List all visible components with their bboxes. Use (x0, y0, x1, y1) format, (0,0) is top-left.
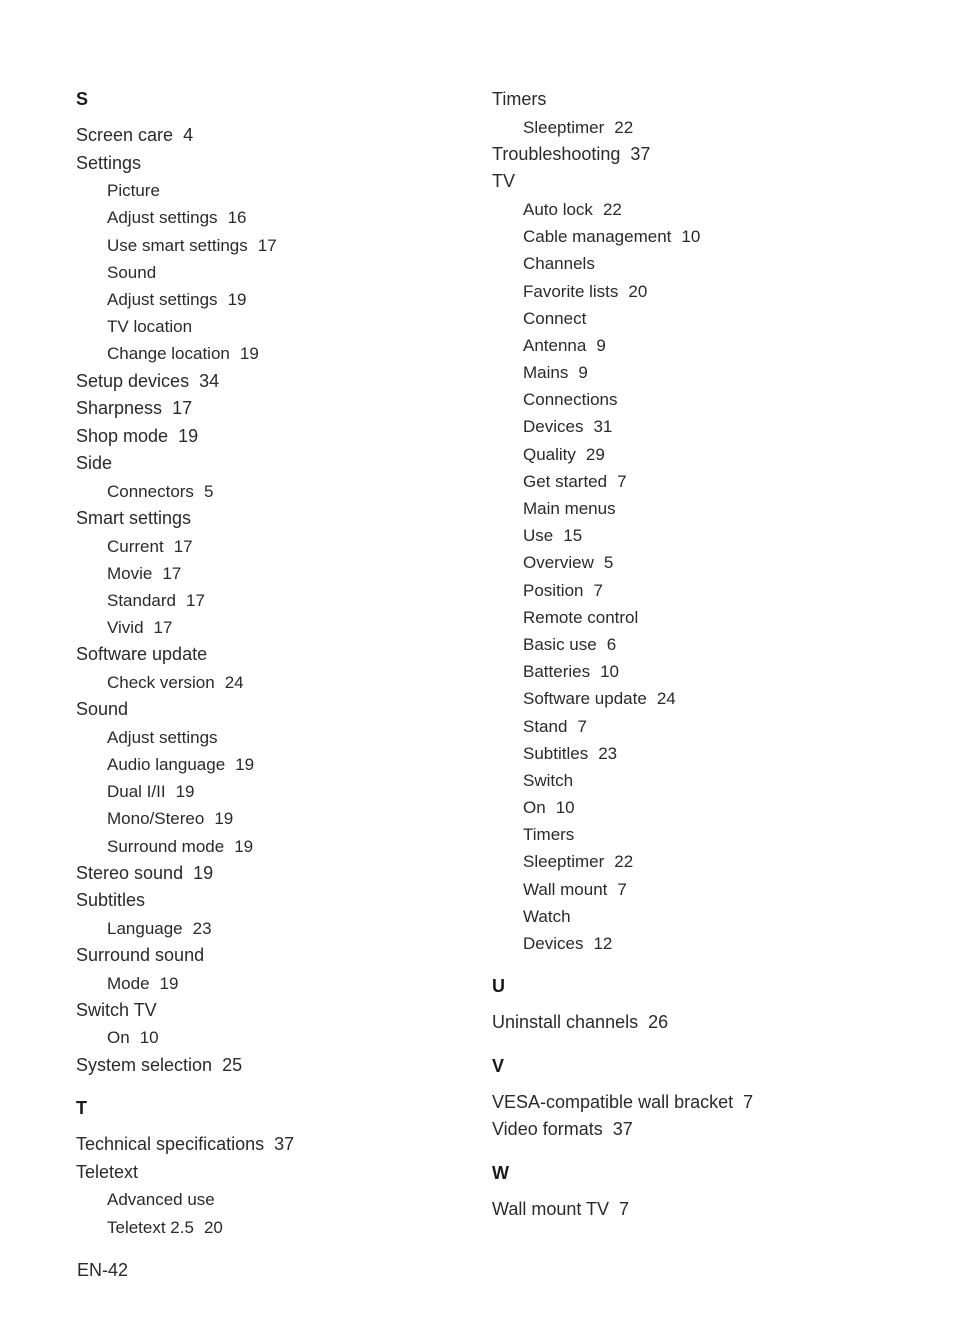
index-subentry (492, 876, 932, 903)
index-subentry (76, 560, 476, 587)
index-subentry (492, 631, 932, 658)
index-page-number: 4 (183, 125, 194, 145)
index-subentry (76, 915, 476, 942)
index-subentry (76, 259, 476, 286)
index-term: Stand (523, 716, 568, 736)
index-term: Movie (107, 563, 153, 583)
index-entry (76, 1131, 476, 1159)
index-term: Sleeptimer (523, 117, 605, 137)
index-term: Side (76, 453, 113, 474)
index-term: System selection (76, 1054, 213, 1075)
index-page-number: 9 (578, 363, 588, 383)
index-entry (76, 887, 476, 915)
index-page-number: 37 (274, 1134, 295, 1155)
index-entry (76, 505, 476, 533)
index-subentry (492, 821, 932, 848)
index-term: TV location (107, 317, 193, 337)
index-entry (492, 1009, 932, 1037)
index-page-number: 17 (153, 618, 173, 638)
index-page-number: 19 (193, 862, 214, 883)
index-subentry (492, 359, 932, 386)
index-term: Remote control (523, 607, 639, 627)
index-page-number: 17 (162, 563, 182, 583)
index-subentry (492, 468, 932, 495)
index-page-number: 7 (577, 716, 587, 736)
index-entry (76, 122, 476, 150)
index-term: Shop mode (76, 425, 169, 446)
index-subentry (492, 196, 932, 223)
index-page-number: 22 (614, 852, 634, 872)
index-subentry (76, 1186, 476, 1213)
index-term: Advanced use (107, 1190, 215, 1210)
index-subentry (492, 305, 932, 332)
index-page-number: 23 (192, 918, 212, 938)
index-entry (76, 641, 476, 669)
index-term: Current (107, 536, 164, 556)
index-page-number: 37 (612, 1119, 633, 1140)
index-page-number: 17 (172, 398, 193, 419)
index-subentry (492, 250, 932, 277)
index-letter-heading: W (492, 1163, 509, 1183)
index-term: Standard (107, 591, 176, 611)
index-term: Vivid (107, 618, 144, 638)
index-page-number: 26 (648, 1012, 669, 1033)
index-subentry (76, 340, 476, 367)
index-page-number: 17 (257, 235, 277, 255)
index-page-number: 24 (656, 689, 676, 709)
index-page-number: 19 (159, 973, 179, 993)
index-page-number: 10 (555, 798, 575, 818)
section-gap (492, 1037, 932, 1053)
index-page-number: 24 (224, 673, 244, 692)
index-term: Adjust settings (107, 289, 218, 309)
index-term: Wall mount TV (492, 1199, 610, 1219)
index-page-number: 10 (600, 662, 620, 682)
section-gap (492, 1144, 932, 1160)
index-page-number: 15 (563, 526, 583, 546)
index-term: Cable management (523, 227, 672, 247)
index-term: On (523, 798, 546, 818)
index-term: Subtitles (76, 890, 146, 911)
index-page-number: 22 (614, 117, 634, 137)
section-gap (492, 957, 932, 973)
index-subentry (492, 685, 932, 712)
index-term: Mains (523, 363, 569, 383)
index-term: Switch (523, 770, 574, 790)
index-letter-heading: S (76, 89, 89, 109)
index-subentry (492, 604, 932, 631)
index-term: Timers (523, 825, 575, 845)
section-gap (76, 1079, 476, 1095)
index-term: On (107, 1028, 130, 1048)
index-page-number: 19 (239, 344, 259, 364)
index-term: Video formats (492, 1119, 603, 1140)
index-page-number: 7 (743, 1091, 754, 1112)
index-page-number: 7 (617, 879, 627, 899)
index-page-number: 20 (628, 281, 648, 301)
index-subentry (76, 669, 476, 696)
index-page-number: 25 (222, 1054, 243, 1075)
index-subentry (492, 278, 932, 305)
index-term: Audio language (107, 754, 226, 774)
index-page-number: 16 (227, 208, 247, 228)
index-subentry (492, 903, 932, 930)
index-term: Connections (523, 390, 618, 410)
index-page-number: 7 (617, 471, 627, 491)
index-term: Use (523, 526, 554, 546)
index-entry (76, 860, 476, 888)
index-subentry (492, 441, 932, 468)
index-page-number: 5 (203, 481, 214, 501)
index-page-number: 10 (681, 227, 701, 247)
index-column-right (492, 86, 932, 1224)
index-term: Change location (107, 344, 230, 364)
index-subentry (492, 930, 932, 957)
index-page-number: 10 (139, 1028, 159, 1048)
index-term: Main menus (523, 499, 616, 519)
index-term: Position (523, 580, 584, 600)
index-term: Screen care (76, 125, 174, 145)
index-subentry (76, 177, 476, 204)
index-subentry (76, 970, 476, 997)
index-subentry (76, 204, 476, 231)
index-entry (76, 423, 476, 451)
index-page-number: 17 (173, 536, 193, 556)
index-page-number: 19 (175, 782, 195, 802)
index-term: Connectors (107, 481, 194, 501)
index-subentry (492, 848, 932, 875)
index-letter-heading: U (492, 976, 505, 997)
index-subentry (492, 522, 932, 549)
index-page-number: 37 (630, 143, 651, 164)
index-term: Connect (523, 308, 587, 328)
index-term: Sharpness (76, 398, 163, 419)
index-subentry (492, 223, 932, 250)
index-entry (76, 1159, 476, 1187)
index-term: Mono/Stereo (107, 809, 205, 829)
index-term: Surround mode (107, 836, 225, 856)
index-page-number: 19 (227, 289, 247, 309)
index-subentry (76, 478, 476, 505)
index-term: Get started (523, 471, 608, 491)
index-term: Troubleshooting (492, 143, 621, 164)
index-term: Batteries (523, 662, 591, 682)
index-page-number: 17 (186, 591, 205, 611)
index-entry (492, 1196, 932, 1224)
index-page-number: 7 (619, 1199, 630, 1219)
index-term: Software update (523, 689, 647, 709)
index-term: Use smart settings (107, 235, 248, 255)
index-page-number: 6 (606, 634, 617, 654)
index-page-number: 19 (178, 425, 199, 446)
index-page-number: 29 (585, 444, 605, 464)
index-subentry (492, 767, 932, 794)
index-subentry (76, 587, 476, 614)
index-entry (76, 696, 476, 724)
index-letter-heading: T (76, 1098, 87, 1119)
index-term: Antenna (523, 335, 587, 355)
index-entry (492, 168, 932, 196)
page-number: EN-42 (77, 1260, 129, 1280)
index-term: Language (107, 918, 183, 938)
index-letter-heading: V (492, 1055, 505, 1076)
index-subentry (492, 658, 932, 685)
index-page-number: 19 (214, 809, 234, 829)
index-subentry (76, 1024, 476, 1051)
index-entry (76, 1052, 476, 1080)
index-term: Watch (523, 906, 571, 926)
index-subentry (76, 614, 476, 641)
index-entry (492, 141, 932, 169)
index-subentry (76, 724, 476, 751)
index-entry (76, 368, 476, 396)
index-term: Setup devices (76, 370, 190, 391)
index-page-number: 12 (593, 934, 613, 954)
index-subentry (76, 313, 476, 340)
index-subentry (492, 386, 932, 413)
index-subentry (492, 495, 932, 522)
index-page-number: 7 (593, 580, 603, 600)
index-page-number: 20 (203, 1217, 223, 1237)
index-term: Dual I/II (107, 782, 166, 802)
index-term: Check version (107, 673, 215, 692)
index-term: Teletext (76, 1161, 139, 1182)
index-term: Sleeptimer (523, 852, 605, 872)
index-subentry (76, 833, 476, 860)
index-term: Devices (523, 934, 584, 954)
index-subentry (76, 286, 476, 313)
index-term: Wall mount (523, 879, 608, 899)
index-entry (492, 1116, 932, 1144)
index-term: TV (492, 171, 516, 192)
index-subentry (76, 778, 476, 805)
index-term: Switch TV (76, 999, 157, 1020)
index-term: Devices (523, 417, 584, 437)
index-term: Stereo sound (76, 862, 184, 883)
index-entry (76, 942, 476, 970)
index-term: Teletext 2.5 (107, 1217, 194, 1237)
index-entry (76, 150, 476, 178)
index-term: Favorite lists (523, 281, 619, 301)
index-subentry (492, 740, 932, 767)
index-entry (492, 1089, 932, 1117)
index-term: Sound (107, 262, 157, 282)
index-page-number: 5 (603, 553, 614, 573)
index-term: Uninstall channels (492, 1012, 639, 1033)
index-subentry (492, 549, 932, 576)
index-page-number: 31 (593, 417, 613, 437)
index-term: Picture (107, 181, 160, 201)
index-subentry (76, 1214, 476, 1241)
index-term: Sound (76, 699, 129, 720)
index-subentry (76, 533, 476, 560)
index-subentry (492, 114, 932, 141)
index-subentry (492, 794, 932, 821)
index-subentry (76, 805, 476, 832)
index-page-number: 22 (602, 199, 622, 219)
index-subentry (76, 751, 476, 778)
index-term: Adjust settings (107, 208, 218, 228)
index-term: Timers (492, 89, 547, 109)
index-column-left (76, 86, 476, 1241)
index-term: Adjust settings (107, 727, 218, 747)
index-term: Settings (76, 152, 142, 173)
index-subentry (492, 713, 932, 740)
index-term: Overview (523, 553, 594, 573)
index-term: Software update (76, 644, 208, 665)
index-term: VESA-compatible wall bracket (492, 1091, 734, 1112)
index-term: Surround sound (76, 945, 205, 966)
index-page-number: 34 (199, 370, 220, 391)
index-subentry (76, 232, 476, 259)
index-entry (492, 86, 932, 114)
index-term: Basic use (523, 634, 597, 654)
index-page-number: 9 (596, 335, 606, 355)
index-page-number: 23 (598, 743, 618, 763)
index-entry (76, 997, 476, 1025)
index-term: Smart settings (76, 508, 192, 529)
index-term: Quality (523, 444, 576, 464)
index-subentry (492, 577, 932, 604)
index-page-number: 19 (235, 754, 255, 774)
index-term: Mode (107, 973, 150, 993)
index-term: Subtitles (523, 743, 589, 763)
index-subentry (492, 332, 932, 359)
index-entry (76, 395, 476, 423)
index-entry (76, 450, 476, 478)
index-page-number: 19 (234, 836, 254, 856)
index-term: Auto lock (523, 199, 593, 219)
index-term: Technical specifications (76, 1134, 265, 1155)
index-subentry (492, 413, 932, 440)
index-term: Channels (523, 254, 595, 274)
